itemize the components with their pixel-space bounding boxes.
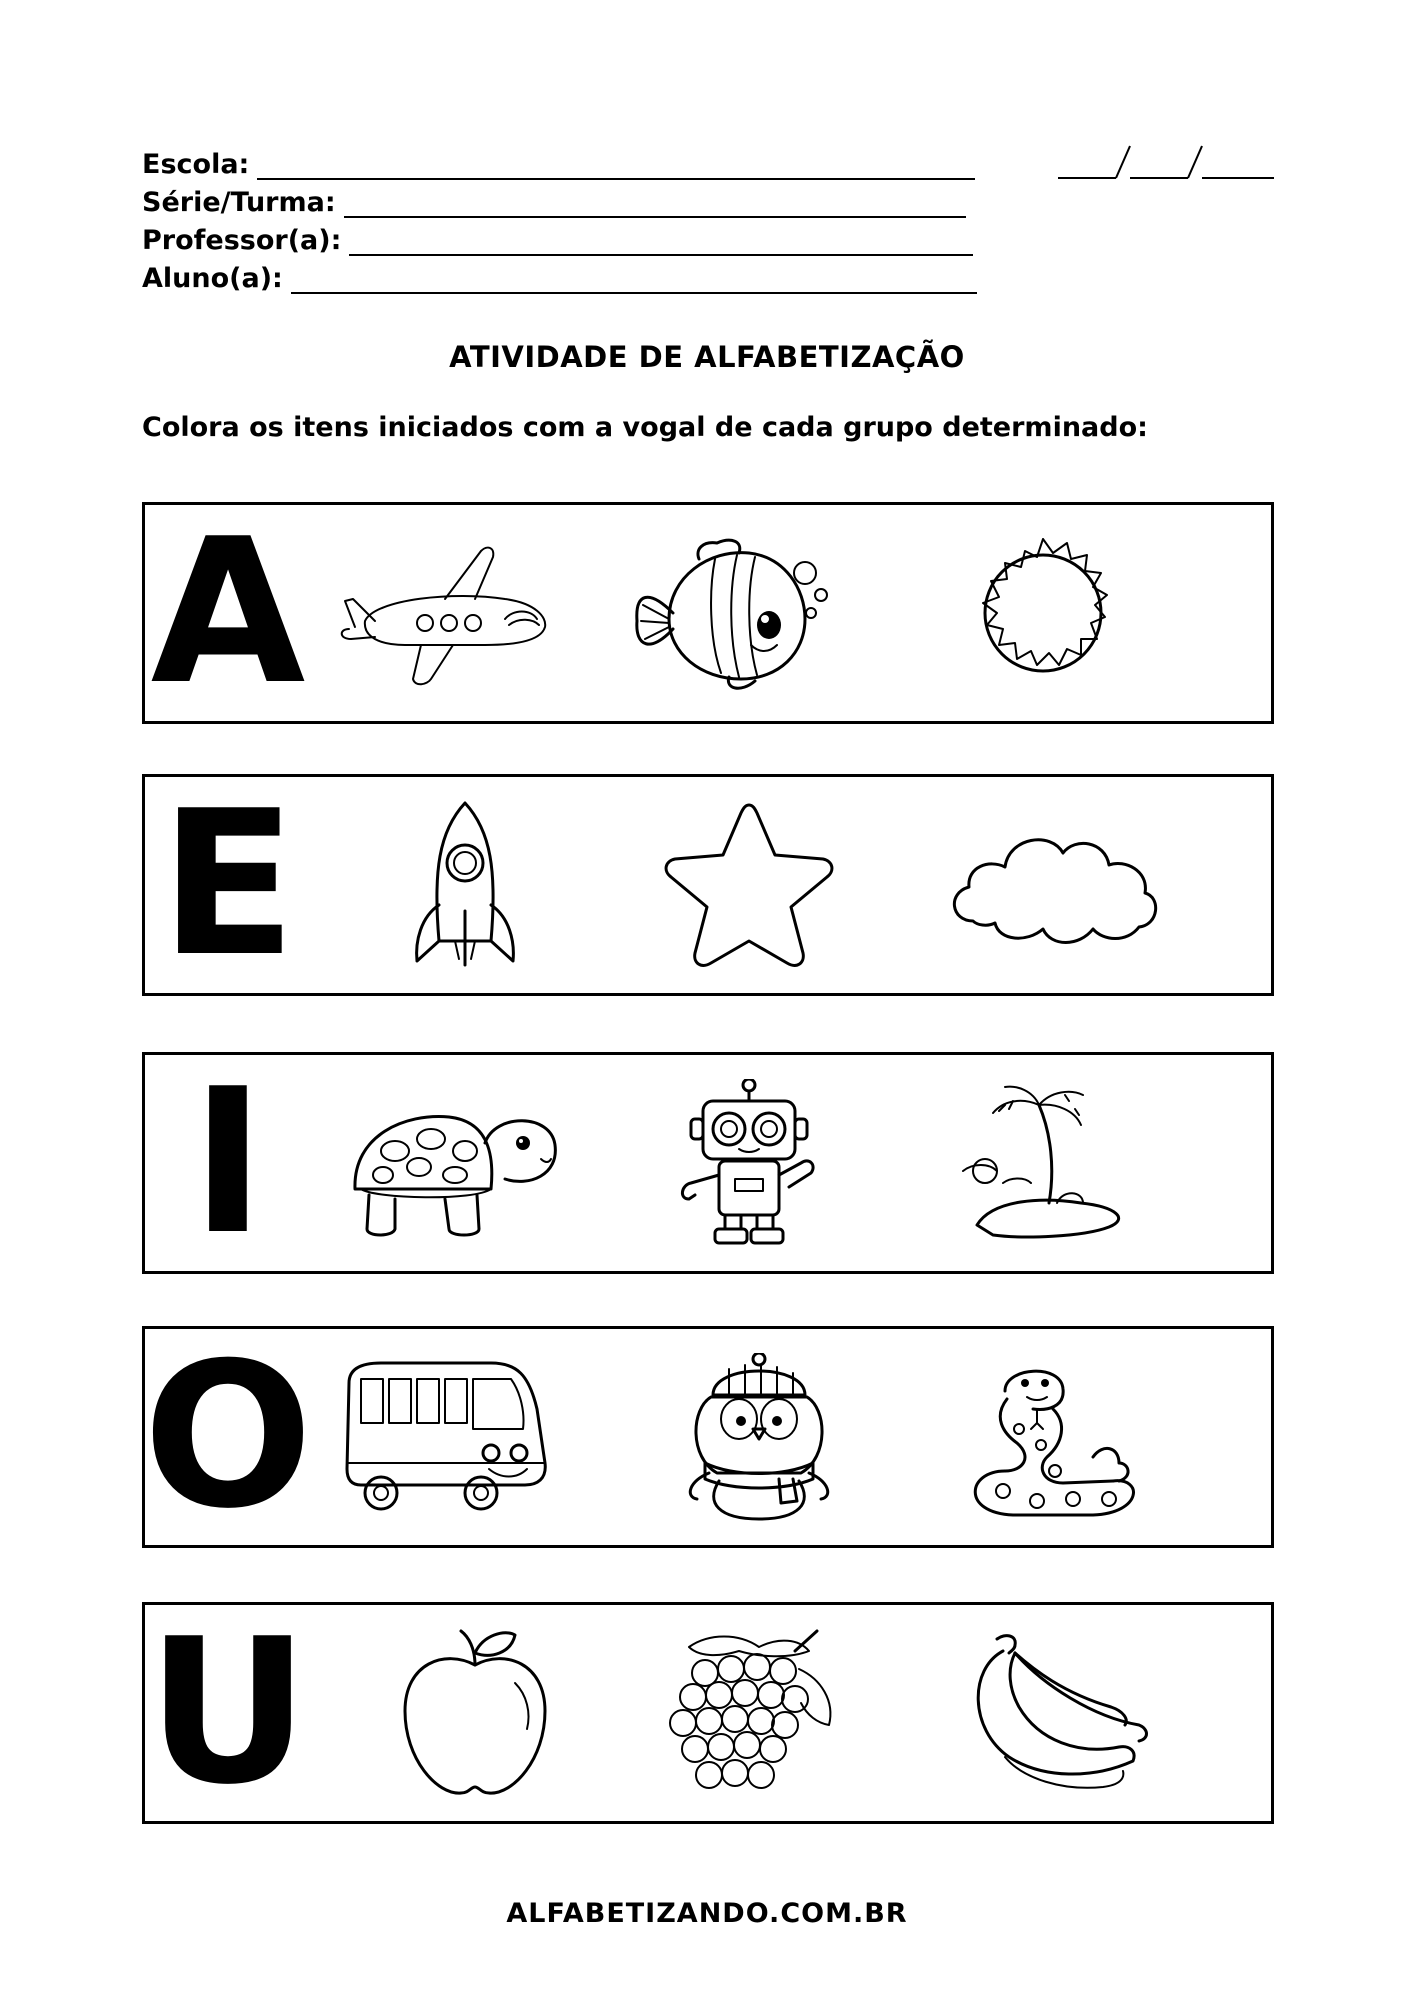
- date-field[interactable]: [1058, 140, 1274, 180]
- teacher-label: Professor(a):: [142, 225, 342, 256]
- penguin-icon[interactable]: [649, 1353, 869, 1521]
- student-field[interactable]: [142, 254, 977, 294]
- vowel-group-a: [142, 496, 1274, 729]
- school-field[interactable]: [142, 140, 975, 180]
- vowel-group-u: [142, 1596, 1274, 1829]
- vowel-letter: U: [146, 1596, 310, 1829]
- vowel-letter: I: [190, 1046, 266, 1279]
- vowel-letter: A: [150, 496, 306, 729]
- vowel-letter: E: [159, 768, 297, 1001]
- student-label: Aluno(a):: [142, 263, 283, 294]
- teacher-field[interactable]: [142, 216, 973, 256]
- vowel-group-o: [142, 1320, 1274, 1553]
- vowel-group-i: [142, 1046, 1274, 1279]
- airplane-icon[interactable]: [335, 529, 555, 697]
- cloud-icon[interactable]: [943, 801, 1163, 969]
- school-label: Escola:: [142, 149, 250, 180]
- sun-icon[interactable]: [933, 529, 1153, 697]
- grapes-icon[interactable]: [649, 1629, 869, 1797]
- banana-icon[interactable]: [943, 1629, 1163, 1797]
- instruction-text: Colora os itens iniciados com a vogal de cada grupo determinado:: [142, 412, 1148, 443]
- rocket-icon[interactable]: [355, 801, 575, 969]
- fish-icon[interactable]: [629, 529, 849, 697]
- island-icon[interactable]: [933, 1079, 1153, 1247]
- star-icon[interactable]: [639, 801, 859, 969]
- bus-icon[interactable]: [341, 1353, 561, 1521]
- class-label: Série/Turma:: [142, 187, 336, 218]
- footer-website: ALFABETIZANDO.COM.BR: [506, 1898, 908, 1929]
- vowel-letter: O: [142, 1320, 314, 1553]
- class-input-line[interactable]: [344, 190, 966, 218]
- robot-icon[interactable]: [639, 1079, 859, 1247]
- turtle-icon[interactable]: [345, 1079, 565, 1247]
- student-input-line[interactable]: [291, 266, 977, 294]
- school-input-line[interactable]: [257, 152, 975, 180]
- page-title: ATIVIDADE DE ALFABETIZAÇÃO: [449, 340, 965, 374]
- vowel-group-e: [142, 768, 1274, 1001]
- teacher-input-line[interactable]: [349, 228, 973, 256]
- class-field[interactable]: [142, 178, 966, 218]
- snake-icon[interactable]: [943, 1353, 1163, 1521]
- apple-icon[interactable]: [365, 1629, 585, 1797]
